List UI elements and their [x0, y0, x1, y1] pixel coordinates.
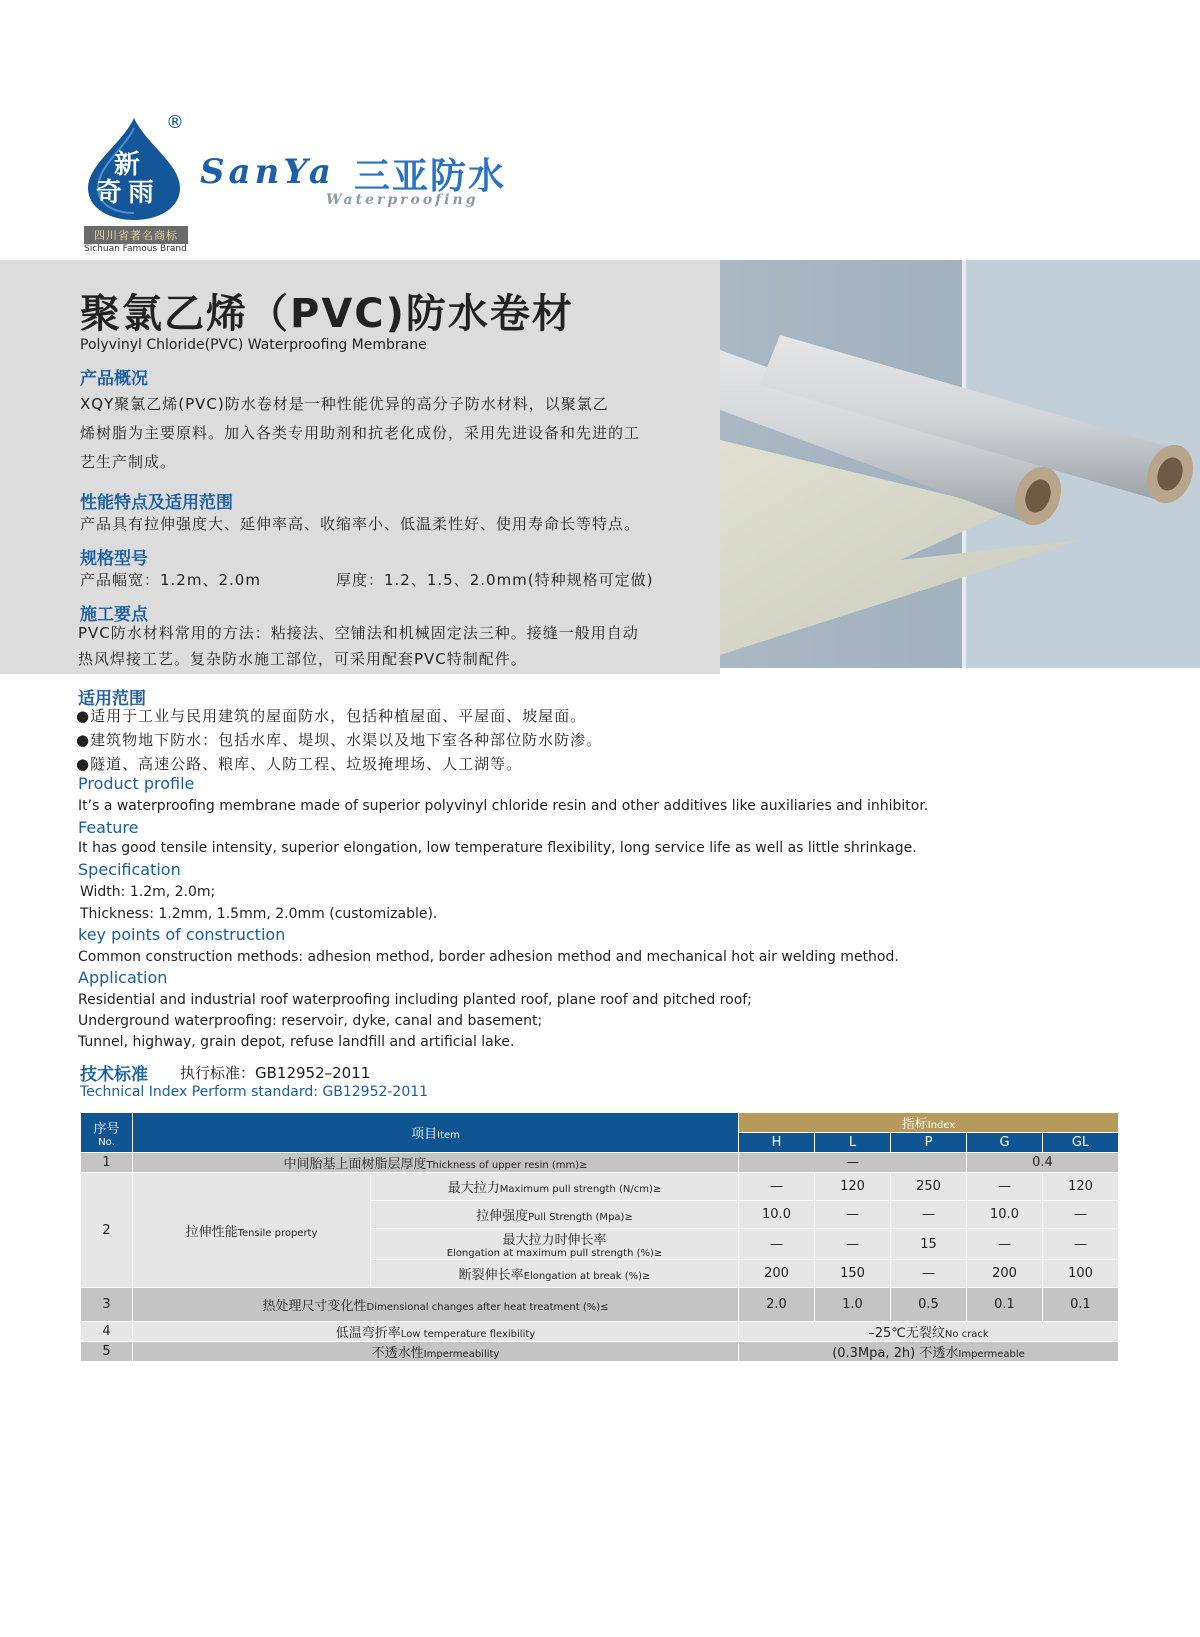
row-item: 热处理尺寸变化性Dimensional changes after heat treatment (%)≤	[133, 1288, 739, 1322]
logo-char-top: 新	[114, 150, 141, 180]
table-row: 拉伸强度Pull Strength (Mpa)≥ 10.0 — — 10.0 —	[81, 1201, 1119, 1229]
header-index: 指标Index	[739, 1113, 1119, 1133]
overview-heading: 产品概况	[80, 369, 148, 389]
overview-line: 艺生产制成。	[80, 453, 177, 471]
overview-text	[80, 390, 700, 477]
overview-line: 烯树脂为主要原料。加入各类专用助剂和抗老化成份，采用先进设备和先进的工	[80, 424, 641, 442]
list-item: ●适用于工业与民用建筑的屋面防水，包括种植屋面、平屋面、坡屋面。	[76, 707, 587, 725]
grade-header: P	[891, 1133, 967, 1153]
construction-line: 热风焊接工艺。复杂防水施工部位，可采用配套PVC特制配件。	[78, 650, 527, 668]
standard-heading: 技术标准	[80, 1065, 148, 1085]
row-sub-item: 拉伸强度Pull Strength (Mpa)≥	[371, 1201, 739, 1229]
registered-mark: ®	[166, 112, 184, 133]
standard-perform-cn: 执行标准：GB12952–2011	[180, 1064, 371, 1082]
row-item: 中间胎基上面树脂层厚度Thickness of upper resin (mm)≥	[133, 1153, 739, 1173]
row-sub-item: 断裂伸长率Elongation at break (%)≥	[371, 1260, 739, 1288]
application-heading-en: Application	[78, 968, 168, 987]
list-item: Underground waterproofing: reservoir, dyke, canal and basement;	[78, 1013, 543, 1029]
construction-text	[78, 620, 708, 672]
application-list-en	[78, 990, 752, 1053]
application-heading-cn: 适用范围	[78, 689, 146, 709]
features-heading: 性能特点及适用范围	[80, 493, 233, 513]
feature-text: It has good tensile intensity, superior elongation, low temperature flexibility, long service life as well as little shrinkage.	[78, 840, 917, 856]
row-sub-item: 最大拉力Maximum pull strength (N/cm)≥	[371, 1173, 739, 1201]
feature-heading: Feature	[78, 818, 139, 837]
row-item: 低温弯折率Low temperature flexibility	[133, 1322, 739, 1342]
profile-text: It’s a waterproofing membrane made of superior polyvinyl chloride resin and other additives like auxiliaries and inhibitor.	[78, 798, 929, 814]
standard-line-en: Technical Index Perform standard: GB12952-2011	[80, 1084, 429, 1100]
row-group: 拉伸性能Tensile property	[133, 1173, 371, 1288]
construction-heading-en: key points of construction	[78, 925, 286, 944]
header-no: 序号 No.	[81, 1113, 133, 1153]
spec-heading: 规格型号	[80, 549, 148, 569]
application-list-cn	[76, 704, 602, 776]
grade-header: GL	[1043, 1133, 1119, 1153]
list-item: Tunnel, highway, grain depot, refuse landfill and artificial lake.	[78, 1034, 515, 1050]
profile-heading: Product profile	[78, 774, 195, 793]
features-text: 产品具有拉伸强度大、延伸率高、收缩率小、低温柔性好、使用寿命长等特点。	[80, 515, 641, 533]
row-sub-item: 最大拉力时伸长率 Elongation at maximum pull strength (%)≥	[371, 1229, 739, 1260]
technical-index-table	[80, 1112, 1119, 1362]
table-row: 最大拉力时伸长率 Elongation at maximum pull strength (%)≥ — — 15 — —	[81, 1229, 1119, 1260]
famous-brand-en: Sichuan Famous Brand	[84, 244, 187, 254]
table-row: 1 中间胎基上面树脂层厚度Thickness of upper resin (mm)≥ — 0.4	[81, 1153, 1119, 1173]
header-item: 项目Item	[133, 1113, 739, 1153]
product-photo	[720, 260, 1200, 668]
table-row: 3 热处理尺寸变化性Dimensional changes after heat treatment (%)≤ 2.0 1.0 0.5 0.1 0.1	[81, 1288, 1119, 1322]
row-value: (0.3Mpa, 2h) 不透水Impermeable	[739, 1342, 1119, 1362]
brand-sanya-en: SanYa	[200, 152, 335, 192]
spec-width-cn: 产品幅宽：1.2m、2.0m	[80, 571, 261, 589]
construction-heading: 施工要点	[80, 605, 148, 625]
row-item: 不透水性Impermeability	[133, 1342, 739, 1362]
list-item: ●建筑物地下防水：包括水库、堤坝、水渠以及地下室各种部位防水防渗。	[76, 731, 603, 749]
row-value: –25℃无裂纹No crack	[739, 1322, 1119, 1342]
construction-text-en: Common construction methods: adhesion method, border adhesion method and mechanical hot air welding method.	[78, 949, 899, 965]
grade-header: L	[815, 1133, 891, 1153]
spec-width-en: Width: 1.2m, 2.0m;	[80, 884, 216, 900]
logo-char-bottom: 奇雨	[96, 178, 161, 208]
list-item: Residential and industrial roof waterproofing including planted roof, plane roof and pitched roof;	[78, 992, 752, 1008]
table-row: 5 不透水性Impermeability (0.3Mpa, 2h) 不透水Impermeable	[81, 1342, 1119, 1362]
table-row: 4 低温弯折率Low temperature flexibility –25℃无裂纹No crack	[81, 1322, 1119, 1342]
page-title-cn: 聚氯乙烯（PVC)防水卷材	[80, 291, 574, 337]
spec-thickness-en: Thickness: 1.2mm, 1.5mm, 2.0mm (customizable).	[80, 906, 438, 922]
grade-header: G	[967, 1133, 1043, 1153]
specification-heading: Specification	[78, 860, 181, 879]
famous-brand-cn: 四川省著名商标	[84, 226, 188, 244]
list-item: ●隧道、高速公路、粮库、人防工程、垃圾掩埋场、人工湖等。	[76, 755, 523, 773]
brand-waterproofing: Waterproofing	[326, 192, 479, 208]
page-title-en: Polyvinyl Chloride(PVC) Waterproofing Membrane	[80, 337, 427, 353]
spec-thickness-cn: 厚度：1.2、1.5、2.0mm(特种规格可定做)	[336, 571, 654, 589]
grade-header: H	[739, 1133, 815, 1153]
brand-sanya-cn: 三亚防水	[354, 155, 507, 197]
construction-line: PVC防水材料常用的方法：粘接法、空铺法和机械固定法三种。接缝一般用自动	[78, 624, 639, 642]
table-row: 断裂伸长率Elongation at break (%)≥ 200 150 — 200 100	[81, 1260, 1119, 1288]
table-row: 2 拉伸性能Tensile property 最大拉力Maximum pull strength (N/cm)≥ — 120 250 — 120	[81, 1173, 1119, 1201]
table-header-row	[81, 1113, 1119, 1133]
overview-line: XQY聚氯乙烯(PVC)防水卷材是一种性能优异的高分子防水材料，以聚氯乙	[80, 395, 609, 413]
